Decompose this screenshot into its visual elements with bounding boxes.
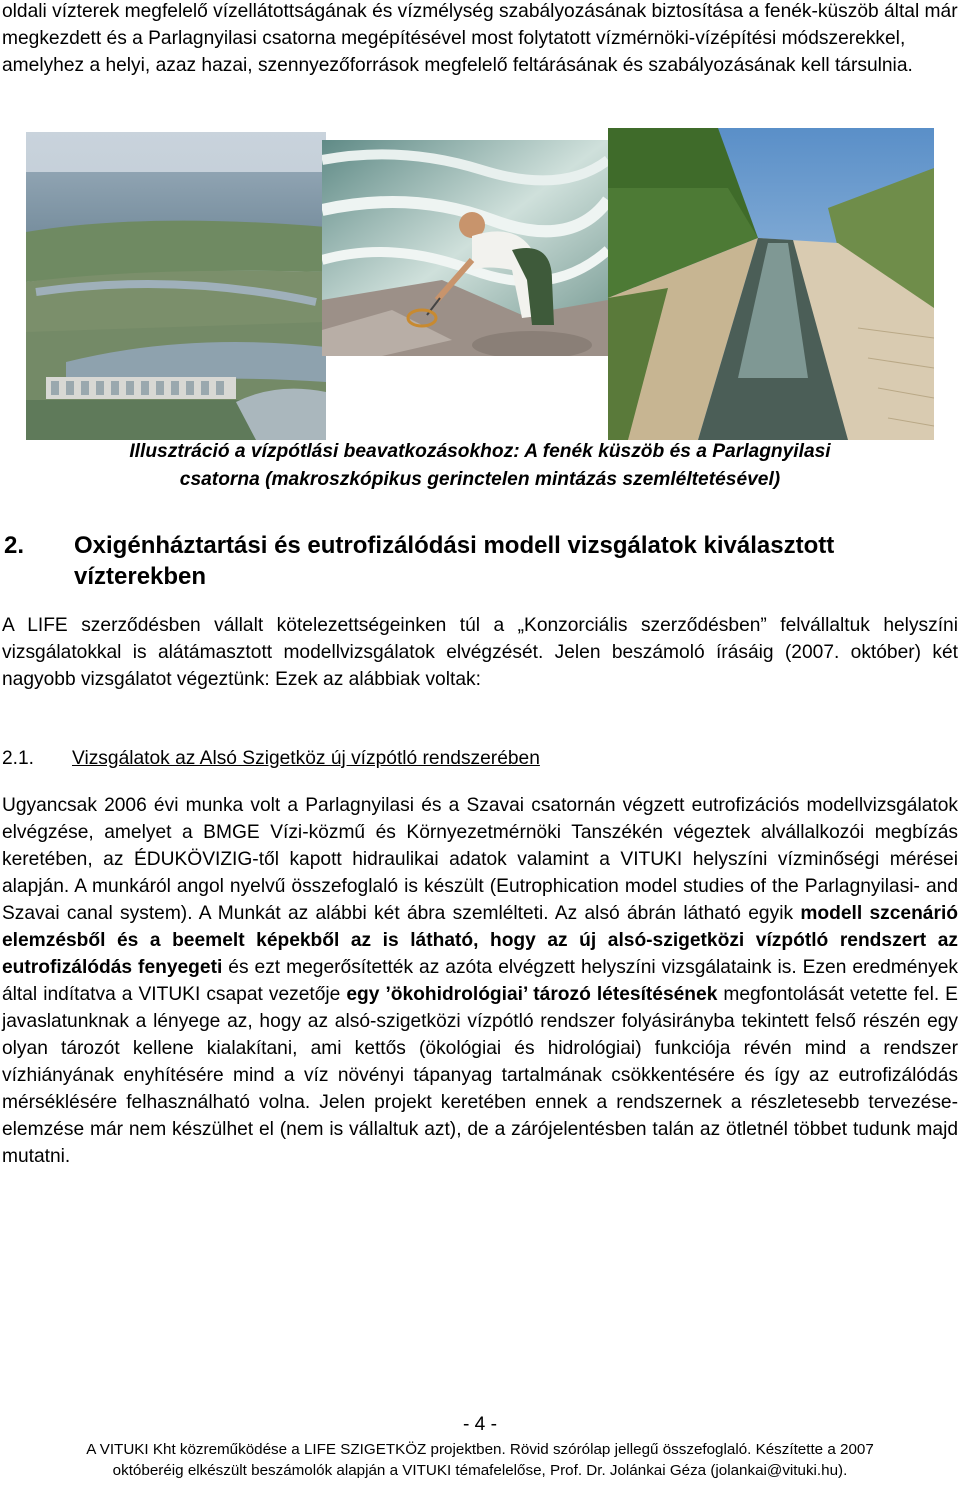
- section-2-1-paragraph: [2, 792, 958, 1170]
- paragraph-bold-part-2: egy ’ökohidrológiai’ tározó létesítésének: [346, 984, 718, 1005]
- paragraph-text-part-1: Ugyancsak 2006 évi munka volt a Parlagnyilasi és a Szavai csatornán végzett eutrofizációs modellvizsgálatok elvégzése, amelyet a BMGE Vízi-közmű és Környezetmérnöki Tanszékén végeztek alvállalkozói megbízás keretében, az ÉDUKÖVIZIG-től kapott hidraulikai adatok valamint a VITUKI helyszíni vízminőségi mérései alapján. A munkáról angol nyelvű összefoglaló is készült (Eutrophication model studies of the Parlagnyilasi- and Szavai canal system). A Munkát az alábbi két ábra szemlélteti. Az alsó ábrán látható egyik: [2, 795, 958, 924]
- footer-line-1: A VITUKI Kht közreműködése a LIFE SZIGETKÖZ projektben. Rövid szórólap jellegű összefoglaló. Készítette a 2007: [86, 1441, 874, 1458]
- section-2-1-number: 2.1.: [2, 748, 35, 769]
- section-2-number: 2.: [4, 532, 25, 559]
- section-2-paragraph: A LIFE szerződésben vállalt kötelezettségeinken túl a „Konzorciális szerződésben” felvállaltuk helyszíni vizsgálatokkal is alátámasztott modellvizsgálatok elvégzését. Jelen beszámoló írásáig (2007. október) két nagyobb vizsgálatot végeztünk: Ezek az alábbiak voltak:: [2, 615, 958, 690]
- intro-paragraph: oldali vízterek megfelelő vízellátottságának és vízmélység szabályozásának biztosítása a fenék-küszöb által már megkezdett és a Parlagnyilasi csatorna megépítésével most folytatott vízmérnöki-vízépítési módszerekkel, amelyhez a helyi, azaz hazai, szennyezőforrások megfelelő feltárásának és szabályozásának kell társulnia.: [2, 1, 958, 76]
- aerial-weir-photo: [26, 132, 326, 440]
- canal-photo: [608, 128, 934, 440]
- section-2-1-title: Vizsgálatok az Alsó Szigetköz új vízpótló rendszerében: [72, 748, 540, 769]
- illustration-photo-collage: [0, 124, 960, 440]
- page-number: - 4 -: [462, 1414, 498, 1435]
- page-footer: [0, 1439, 960, 1481]
- paragraph-text-part-3: megfontolását vetette fel. E javaslatunknak a lényege az, hogy az alsó-szigetközi vízpótló rendszer folyásirányba tekintett felső részén egy olyan tározót kellene kialakítani, ami kettős (ökológiai és hidrológiai) funkciója révén mind a rendszer vízhiányának enyhítésére mind a víz növényi tápanyag tartalmának csökkentésére és így az eutrofizálódás mérséklésére felhasználható volna. Jelen projekt keretében ennek a rendszernek a részletesebb tervezése-elemzése már nem készülhet el (nem is vállaltuk azt), de a zárójelentésben talán az ötletnél többet tudunk majd mutatni.: [2, 984, 958, 1167]
- footer-line-2: októberéig elkészült beszámolók alapján a VITUKI témafelelőse, Prof. Dr. Jolánkai Géza (jolankai@vituki.hu).: [112, 1462, 848, 1479]
- caption-line-2: csatorna (makroszkópikus gerinctelen mintázás szemléltetésével): [179, 469, 781, 490]
- paragraph-text-part-2: és ezt megerősítették az azóta elvégzett helyszíni vizsgálataink is. Ezen eredmények által indítatva a VITUKI csapat vezetője: [2, 957, 958, 1005]
- paragraph-bold-part-1: modell szcenárió elemzésből és a beemelt képekből az is látható, hogy az új alsó-szigetközi vízpótló rendszert az eutrofizálódás fenyegeti: [2, 903, 959, 978]
- figure-caption: [0, 438, 960, 494]
- caption-line-1: Illusztráció a vízpótlási beavatkozásokhoz: A fenék küszöb és a Parlagnyilasi: [129, 441, 831, 462]
- river-sampling-photo: [322, 140, 608, 356]
- section-2-title: Oxigénháztartási és eutrofizálódási modell vizsgálatok kiválasztott vízterekben: [74, 532, 835, 590]
